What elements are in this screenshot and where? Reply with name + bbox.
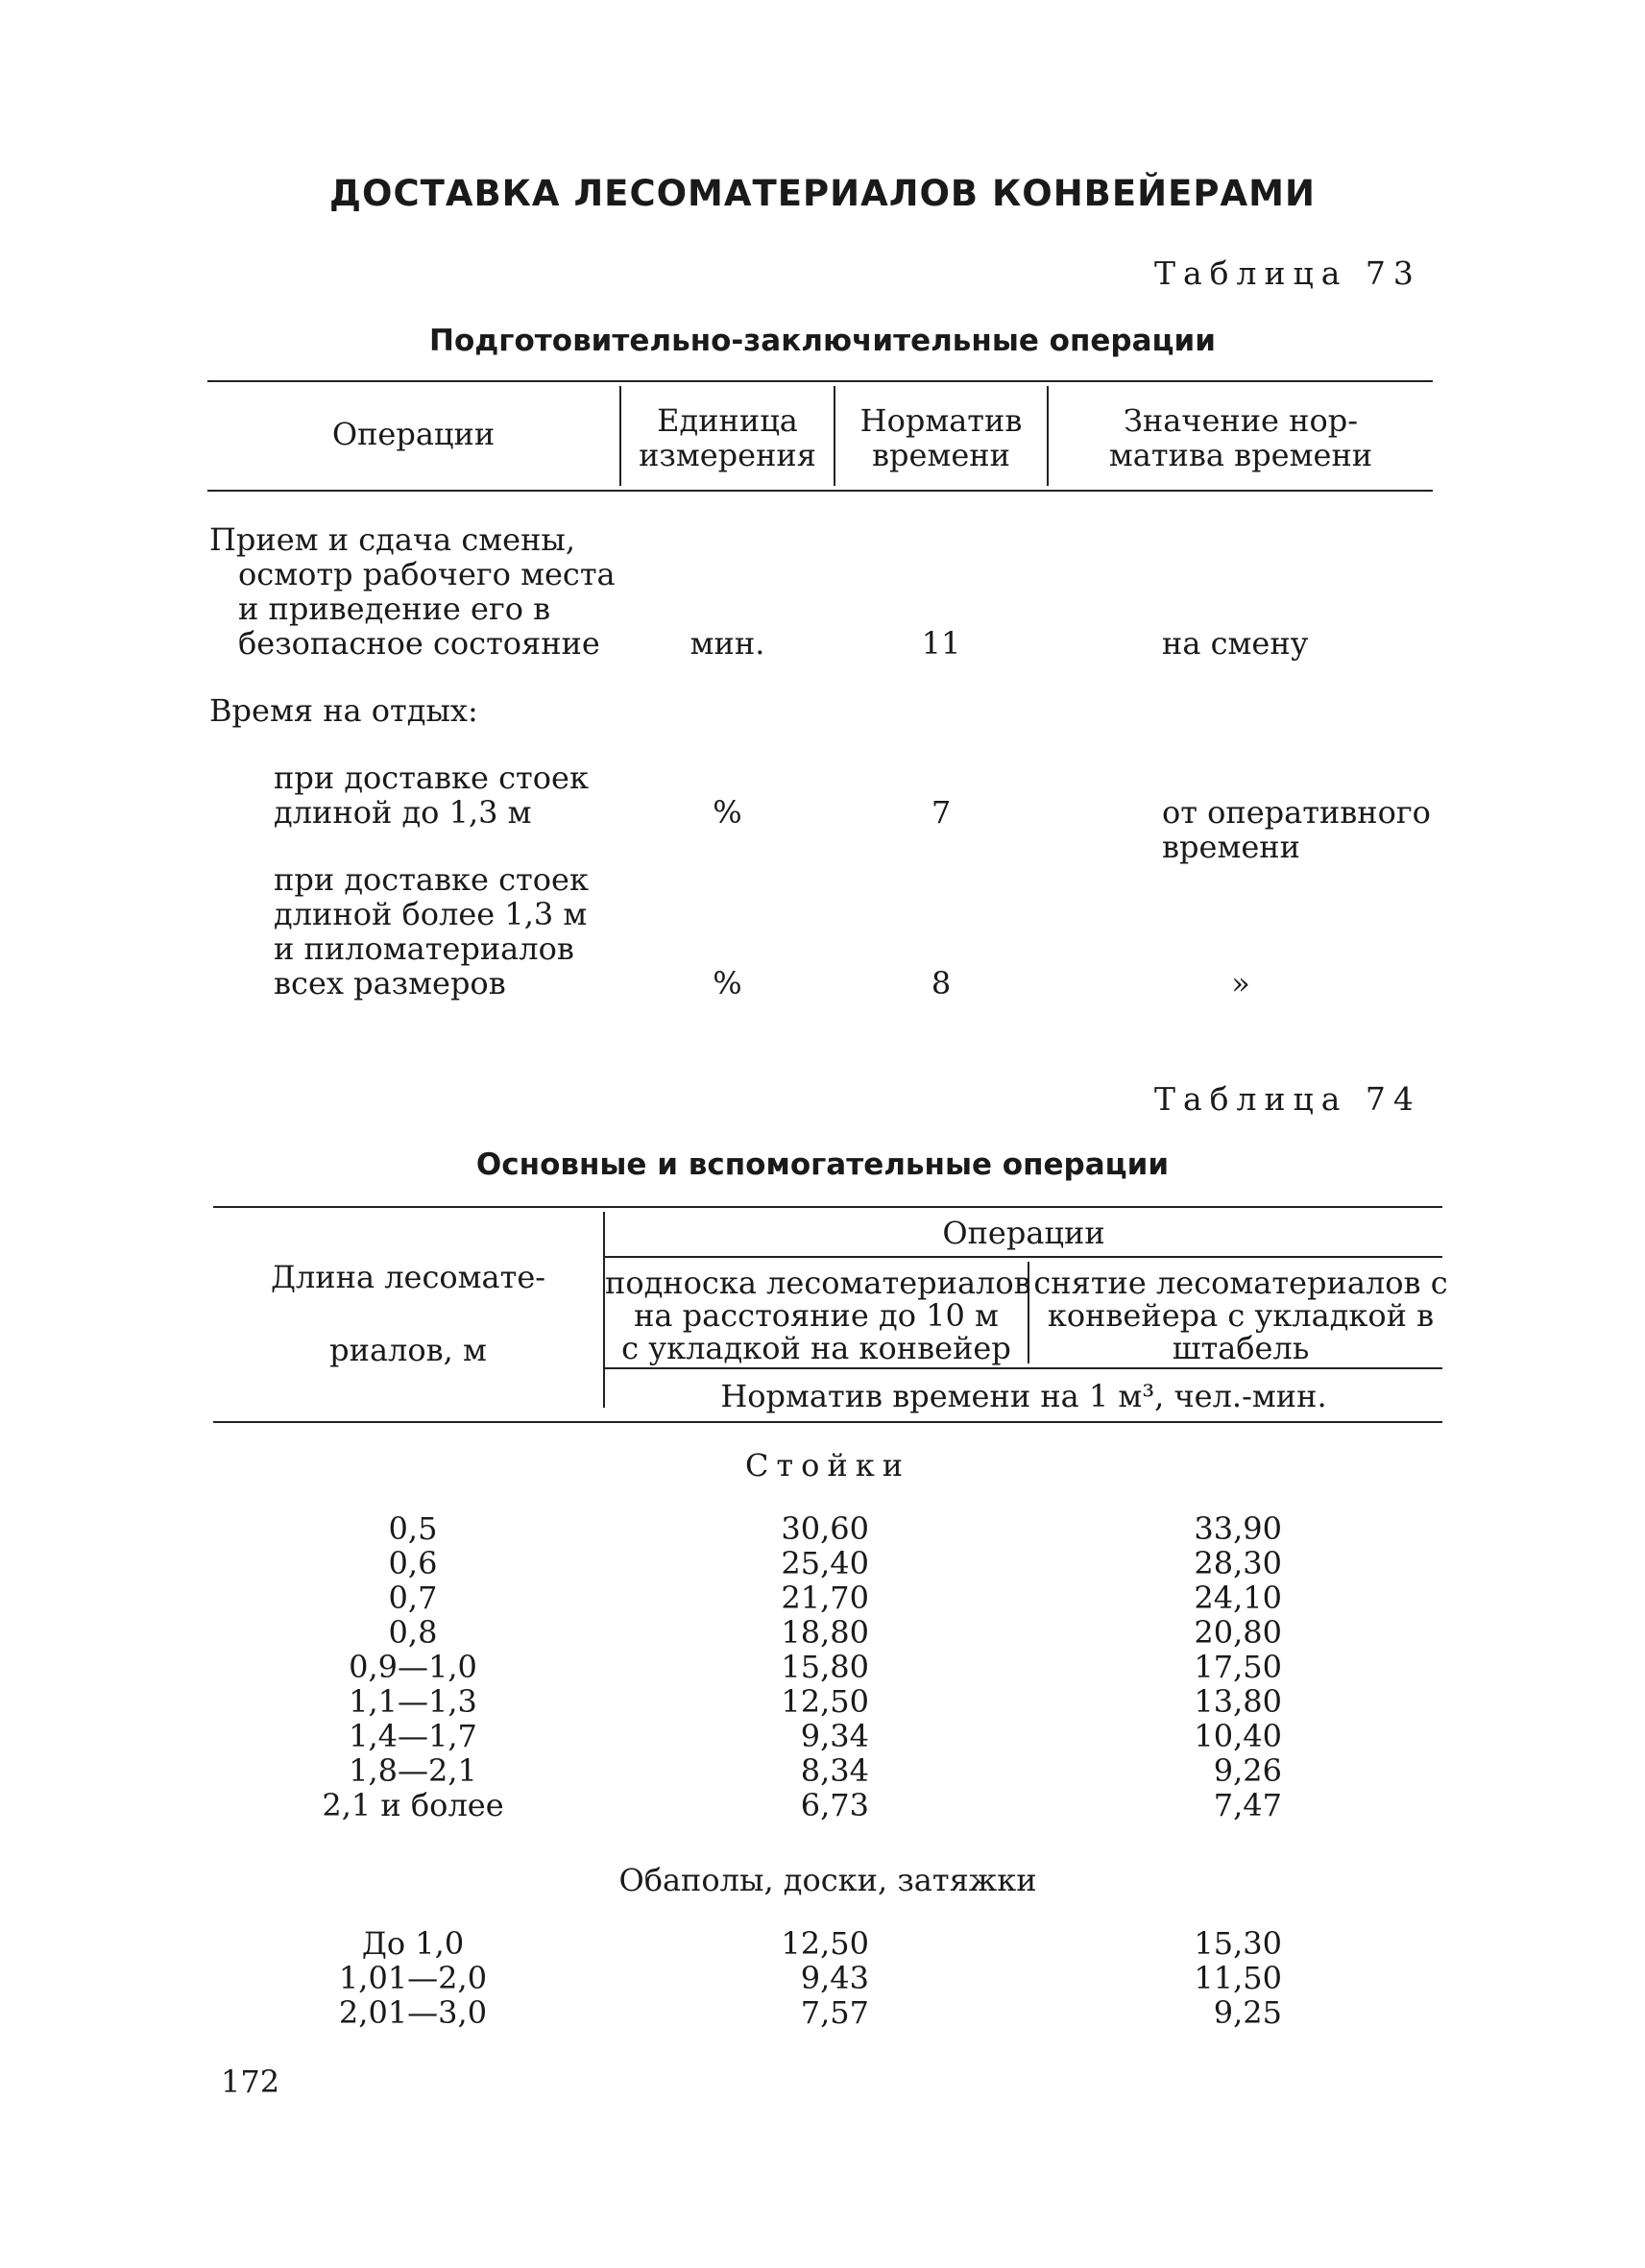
table74-cell-length: До 1,0	[361, 1925, 465, 1962]
page-title: ДОСТАВКА ЛЕСОМАТЕРИАЛОВ КОНВЕЙЕРАМИ	[329, 173, 1316, 214]
table74-caption: Основные и вспомогательные операции	[475, 1147, 1170, 1182]
table74-cell-op1: 9,43	[800, 1960, 869, 1996]
table73-row3-operation: при доставке стоек	[274, 861, 589, 898]
table74-cell-length: 1,1—1,3	[349, 1683, 477, 1720]
table74-cell-op1: 12,50	[781, 1683, 869, 1720]
table74-cell-op2: 9,25	[1213, 1994, 1282, 2031]
table73-top-rule	[207, 380, 1433, 382]
table74-cell-op2: 20,80	[1194, 1614, 1282, 1651]
table74-header-op2: конвейера с укладкой в	[1047, 1297, 1435, 1334]
table73-row3-operation: длиной более 1,3 м	[274, 896, 588, 932]
table74-cell-op2: 17,50	[1194, 1649, 1282, 1685]
table74-section-title: Стойки	[744, 1447, 911, 1484]
table74-cell-op1: 8,34	[800, 1752, 869, 1789]
table73-header-operations: Операции	[331, 416, 496, 452]
table73-row1-value: на смену	[1162, 625, 1309, 662]
table74-cell-length: 2,1 и более	[322, 1787, 504, 1823]
table73-header-rule	[207, 490, 1433, 492]
table74-cell-length: 0,8	[388, 1614, 438, 1651]
table73-row1-operation: Прием и сдача смены,	[209, 521, 576, 558]
table73-row2-operation: при доставке стоек	[274, 760, 589, 796]
table74-cell-op1: 30,60	[781, 1510, 869, 1547]
table73-header-norm: Норматив	[859, 402, 1023, 439]
table73-header-unit: измерения	[639, 437, 816, 473]
table74-cell-op1: 12,50	[781, 1925, 869, 1962]
table73-row3-operation: и пиломатериалов	[274, 930, 574, 967]
table74-cell-length: 0,7	[388, 1580, 438, 1616]
table73-row3-unit: %	[713, 965, 742, 1001]
table73-row2-value: времени	[1162, 829, 1300, 865]
table74-cell-op2: 24,10	[1194, 1580, 1282, 1616]
table74-header-op1: подноска лесоматериалов	[605, 1265, 1031, 1301]
table74-header-length: Длина лесомате-	[270, 1259, 546, 1295]
page-number: 172	[221, 2063, 280, 2100]
table74-cell-op2: 15,30	[1194, 1925, 1282, 1962]
table73-row3-value: »	[1231, 965, 1250, 1001]
table74-cell-length: 0,6	[388, 1545, 438, 1581]
table74-cell-op1: 6,73	[800, 1787, 869, 1823]
table73-header-norm: времени	[872, 437, 1010, 473]
table73-row1-operation: безопасное состояние	[238, 625, 600, 662]
table74-cell-op1: 15,80	[781, 1649, 869, 1685]
table74-header-rule	[213, 1421, 1442, 1423]
table74-header-op1: с укладкой на конвейер	[621, 1330, 1011, 1366]
table74-cell-op2: 28,30	[1194, 1545, 1282, 1581]
table74-cell-length: 2,01—3,0	[338, 1994, 488, 2031]
table74-cell-length: 1,8—2,1	[349, 1752, 477, 1789]
table74-cell-op1: 25,40	[781, 1545, 869, 1581]
table73-number: Таблица 73	[1154, 254, 1421, 292]
table74-cell-op1: 21,70	[781, 1580, 869, 1616]
table74-header-length: риалов, м	[329, 1332, 487, 1368]
table74-number: Таблица 74	[1154, 1080, 1421, 1118]
table74-cell-length: 0,5	[388, 1510, 438, 1547]
table73-header-value: матива времени	[1108, 437, 1373, 473]
table74-header-op2: снятие лесоматериалов с	[1033, 1265, 1448, 1301]
table73-caption: Подготовительно-заключительные операции	[429, 324, 1216, 358]
table74-cell-op2: 9,26	[1213, 1752, 1282, 1789]
table74-header-norm: Норматив времени на 1 м³, чел.-мин.	[720, 1378, 1327, 1414]
table73-row1-operation: и приведение его в	[238, 591, 551, 627]
table74-section-title: Обаполы, доски, затяжки	[618, 1862, 1037, 1898]
table73-row1-unit: мин.	[689, 625, 765, 662]
table73-header-unit: Единица	[657, 402, 798, 439]
table74-cell-op2: 11,50	[1194, 1960, 1282, 1996]
table73-row3-operation: всех размеров	[274, 965, 506, 1001]
table73-row1-operation: осмотр рабочего места	[238, 556, 616, 592]
table74-cell-length: 1,4—1,7	[349, 1718, 477, 1754]
table73-row2-norm: 7	[931, 794, 952, 831]
table74-cell-op1: 18,80	[781, 1614, 869, 1651]
table73-row2-operation: длиной до 1,3 м	[274, 794, 532, 831]
table74-cell-length: 1,01—2,0	[338, 1960, 488, 1996]
table74-cell-length: 0,9—1,0	[349, 1649, 477, 1685]
table74-cell-op2: 33,90	[1194, 1510, 1282, 1547]
table74-cell-op2: 7,47	[1213, 1787, 1282, 1823]
table74-top-rule	[213, 1206, 1442, 1208]
table74-operations-rule	[605, 1256, 1442, 1258]
table74-cell-op2: 13,80	[1194, 1683, 1282, 1720]
table74-header-op1: на расстояние до 10 м	[634, 1297, 999, 1334]
table73-row1-norm: 11	[921, 625, 961, 662]
table74-cell-op1: 7,57	[800, 1994, 869, 2031]
table73-row3-norm: 8	[931, 965, 952, 1001]
table73-row2-value: от оперативного	[1162, 794, 1431, 831]
table74-cell-op1: 9,34	[800, 1718, 869, 1754]
table73-row2-unit: %	[713, 794, 742, 831]
table73-group-label: Время на отдых:	[209, 692, 478, 729]
table74-header-operations: Операции	[942, 1215, 1105, 1251]
table74-norm-rule	[605, 1367, 1442, 1369]
table74-cell-op2: 10,40	[1194, 1718, 1282, 1754]
table74-header-op2: штабель	[1172, 1330, 1310, 1366]
table73-header-value: Значение нор-	[1123, 402, 1359, 439]
